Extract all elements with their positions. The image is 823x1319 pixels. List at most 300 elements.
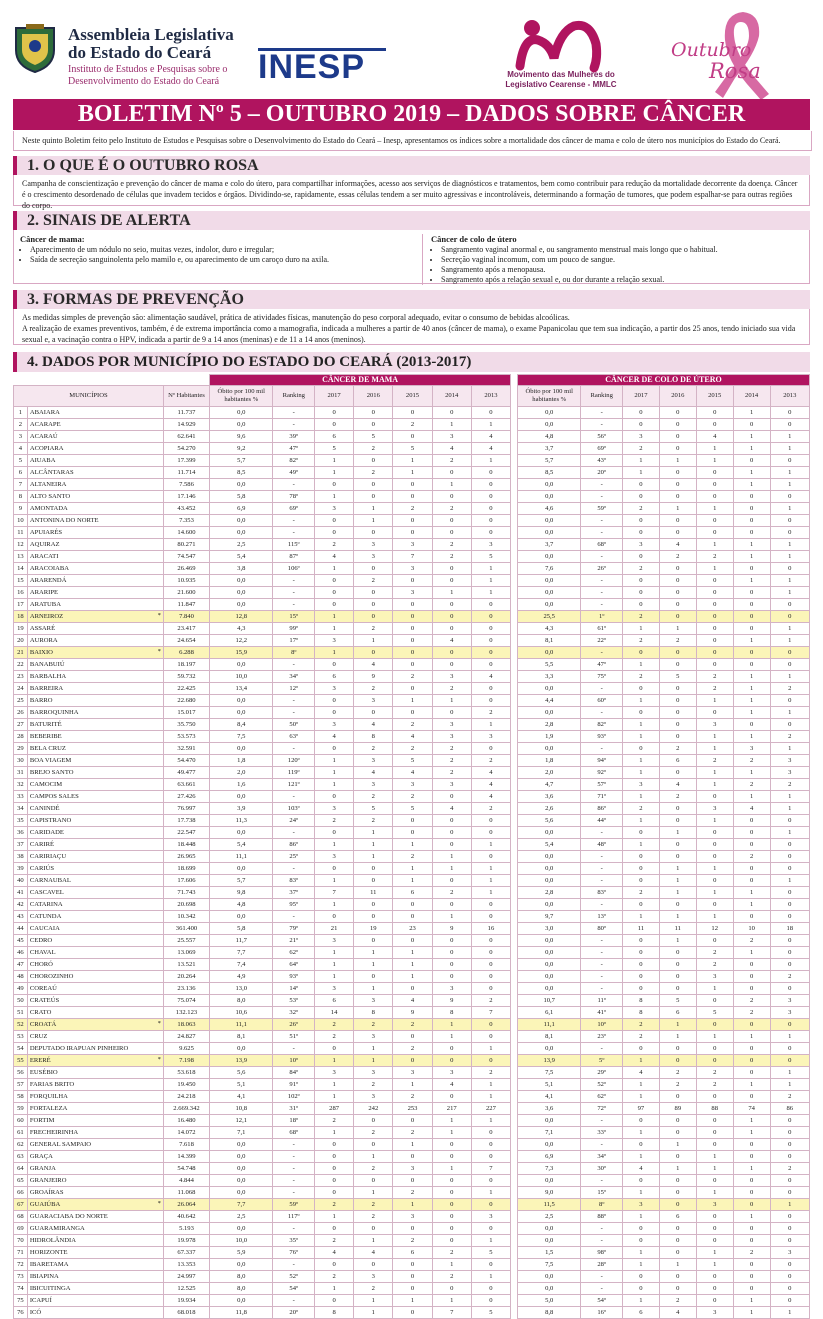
group-mama-header: CÂNCER DE MAMA — [210, 375, 511, 386]
municipality-label: FORTALEZA — [29, 1104, 68, 1112]
obito-colo-cell: 5,7 — [518, 455, 581, 467]
colo-year-cell: 0 — [733, 911, 770, 923]
colo-year-cell: 0 — [696, 839, 733, 851]
colo-year-cell: 5 — [696, 1007, 733, 1019]
obito-colo-cell: 0,0 — [518, 935, 581, 947]
table-row — [14, 1151, 810, 1163]
municipality-name — [27, 983, 163, 995]
obito-colo-cell: 0,0 — [518, 419, 581, 431]
colo-year-cell: 0 — [622, 479, 659, 491]
section-1-body: Campanha de conscientização e prevenção do câncer de mama e colo do útero, para compartilhar informações, acesso aos serviços de diagnósticos e tratamentos, bem como contribuir para redução da mortalidade decorrente da doença. Câncer é o crescimento desordenado de células que invadem tecidos e órgãos. Dividindo-se, rapidamente, essas células tendem a ser muito agressivas e incontroláveis, determinando a formação de tumores, que podem espalhar-se para outras regiões do corpo. — [13, 175, 810, 206]
habitantes-cell: 62.641 — [163, 431, 209, 443]
mama-year-cell: 1 — [354, 1235, 393, 1247]
mama-year-cell: 0 — [393, 575, 432, 587]
mama-year-cell: 2 — [471, 1067, 510, 1079]
ranking-mama-cell: - — [273, 575, 315, 587]
mama-year-cell: 2 — [393, 1127, 432, 1139]
obito-colo-cell: 0,0 — [518, 947, 581, 959]
mama-year-cell: 0 — [432, 515, 471, 527]
mama-year-cell: 4 — [354, 659, 393, 671]
row-index: 22 — [14, 659, 28, 671]
obito-colo-cell: 4,1 — [518, 1091, 581, 1103]
mama-year-cell: 6 — [315, 431, 354, 443]
colo-year-cell: 1 — [622, 815, 659, 827]
ranking-mama-cell: 12º — [273, 683, 315, 695]
ranking-colo-cell: 72º — [581, 1103, 623, 1115]
obito-mama-cell: 2,5 — [210, 539, 273, 551]
obito-colo-cell: 0,0 — [518, 863, 581, 875]
mama-year-cell: 1 — [315, 839, 354, 851]
colo-year-cell: 1 — [770, 803, 809, 815]
municipality-label: ARACATI — [29, 552, 59, 560]
obito-colo-cell: 2,0 — [518, 767, 581, 779]
column-gap — [511, 911, 518, 923]
colo-year-cell: 1 — [770, 551, 809, 563]
mama-year-cell: 0 — [471, 407, 510, 419]
ranking-colo-cell: - — [581, 743, 623, 755]
obito-colo-cell: 0,0 — [518, 1223, 581, 1235]
obito-mama-cell: 10,6 — [210, 1007, 273, 1019]
colo-year-cell: 1 — [659, 455, 696, 467]
obito-mama-cell: 12,2 — [210, 635, 273, 647]
municipality-table — [13, 374, 810, 1319]
mama-year-cell: 5 — [471, 1247, 510, 1259]
colo-year-cell: 1 — [733, 887, 770, 899]
obito-mama-cell: 1,6 — [210, 779, 273, 791]
mama-year-cell: 1 — [315, 611, 354, 623]
mama-year-cell: 0 — [354, 491, 393, 503]
row-index: 59 — [14, 1103, 28, 1115]
municipality-name — [27, 995, 163, 1007]
mama-year-cell: 0 — [471, 659, 510, 671]
municipality-label: BAIXIO — [29, 648, 53, 656]
ranking-colo-cell: 92º — [581, 767, 623, 779]
colo-year-cell: 1 — [622, 695, 659, 707]
row-index: 14 — [14, 563, 28, 575]
colo-year-cell: 0 — [696, 659, 733, 671]
colo-year-cell: 0 — [659, 611, 696, 623]
ranking-mama-cell: 78º — [273, 491, 315, 503]
obito-mama-cell: 11,7 — [210, 935, 273, 947]
colo-year-cell: 6 — [622, 1307, 659, 1319]
mama-year-cell: 1 — [354, 1151, 393, 1163]
colo-year-cell: 2 — [659, 1067, 696, 1079]
col-year: 2016 — [659, 386, 696, 407]
mama-year-cell: 4 — [354, 767, 393, 779]
mama-year-cell: 0 — [432, 707, 471, 719]
ranking-colo-cell: 29º — [581, 1067, 623, 1079]
mama-year-cell: 2 — [354, 683, 393, 695]
mama-year-cell: 1 — [471, 587, 510, 599]
habitantes-cell: 76.997 — [163, 803, 209, 815]
table-row — [14, 851, 810, 863]
column-gap — [511, 623, 518, 635]
mama-year-cell: 1 — [354, 959, 393, 971]
colo-year-cell: 5 — [659, 671, 696, 683]
colo-year-cell: 1 — [733, 1031, 770, 1043]
colo-year-cell: 1 — [696, 1031, 733, 1043]
row-index: 68 — [14, 1211, 28, 1223]
ranking-mama-cell: - — [273, 419, 315, 431]
colo-year-cell: 1 — [622, 731, 659, 743]
ranking-colo-cell: - — [581, 875, 623, 887]
habitantes-cell: 22.425 — [163, 683, 209, 695]
ranking-mama-cell: 32º — [273, 1007, 315, 1019]
mama-year-cell: 2 — [393, 1091, 432, 1103]
colo-year-cell: 4 — [659, 1307, 696, 1319]
mama-year-cell: 4 — [354, 1247, 393, 1259]
ranking-colo-cell: 48º — [581, 839, 623, 851]
colo-year-cell: 1 — [659, 935, 696, 947]
mama-year-cell: 0 — [393, 491, 432, 503]
mama-year-cell: 0 — [315, 527, 354, 539]
mama-year-cell: 0 — [354, 563, 393, 575]
ranking-colo-cell: 54º — [581, 1295, 623, 1307]
colo-year-cell: 1 — [622, 767, 659, 779]
table-row — [14, 443, 810, 455]
mama-year-cell: 0 — [393, 1283, 432, 1295]
col-year: 2013 — [770, 386, 809, 407]
colo-year-cell: 0 — [770, 1139, 809, 1151]
mama-year-cell: 1 — [471, 1235, 510, 1247]
colo-year-cell: 0 — [622, 683, 659, 695]
municipality-name — [27, 503, 163, 515]
col-year: 2014 — [432, 386, 471, 407]
mama-year-cell: 0 — [315, 1259, 354, 1271]
mmlc-name: Movimento das Mulheres do Legislativo Cearense - MMLC — [505, 70, 617, 89]
table-row — [14, 947, 810, 959]
mama-year-cell: 4 — [432, 635, 471, 647]
colo-year-cell: 0 — [659, 1187, 696, 1199]
row-index: 45 — [14, 935, 28, 947]
mama-year-cell: 4 — [432, 803, 471, 815]
ranking-mama-cell: 84º — [273, 1067, 315, 1079]
municipality-label: GUARACIABA DO NORTE — [29, 1212, 108, 1220]
colo-year-cell: 1 — [696, 911, 733, 923]
colo-year-cell: 1 — [696, 1259, 733, 1271]
row-index: 10 — [14, 515, 28, 527]
row-index: 72 — [14, 1259, 28, 1271]
colo-year-cell: 1 — [770, 1307, 809, 1319]
obito-colo-cell: 0,0 — [518, 983, 581, 995]
colo-year-cell: 0 — [659, 1091, 696, 1103]
column-gap — [511, 1259, 518, 1271]
ranking-mama-cell: 8º — [273, 647, 315, 659]
ranking-mama-cell: 99º — [273, 623, 315, 635]
ranking-colo-cell: - — [581, 851, 623, 863]
row-index: 33 — [14, 791, 28, 803]
colo-year-cell: 1 — [733, 407, 770, 419]
ranking-colo-cell: - — [581, 683, 623, 695]
obito-mama-cell: 13,4 — [210, 683, 273, 695]
municipality-label: CROATÁ — [29, 1020, 57, 1028]
mama-year-cell: 5 — [315, 443, 354, 455]
mama-year-cell: 1 — [432, 587, 471, 599]
table-row — [14, 1247, 810, 1259]
ranking-colo-cell: 69º — [581, 443, 623, 455]
municipality-label: HIDROLÂNDIA — [29, 1236, 76, 1244]
table-row — [14, 491, 810, 503]
colo-year-cell: 18 — [770, 923, 809, 935]
mama-year-cell: 1 — [432, 1115, 471, 1127]
colo-year-cell: 0 — [770, 563, 809, 575]
column-gap — [511, 467, 518, 479]
colo-year-cell: 0 — [770, 815, 809, 827]
colo-year-cell: 1 — [659, 1139, 696, 1151]
ranking-mama-cell: - — [273, 1175, 315, 1187]
section-2-header — [13, 211, 810, 230]
mama-year-cell: 1 — [315, 623, 354, 635]
colo-year-cell: 2 — [733, 995, 770, 1007]
colo-year-cell: 0 — [733, 599, 770, 611]
mama-year-cell: 3 — [432, 731, 471, 743]
obito-colo-cell: 8,1 — [518, 635, 581, 647]
table-row — [14, 455, 810, 467]
row-index: 34 — [14, 803, 28, 815]
table-row — [14, 419, 810, 431]
mama-year-cell: 0 — [393, 1259, 432, 1271]
ranking-colo-cell: - — [581, 407, 623, 419]
mama-year-cell: 1 — [315, 491, 354, 503]
mama-year-cell: 0 — [471, 815, 510, 827]
obito-colo-cell: 7,6 — [518, 563, 581, 575]
outubro-rosa-ribbon-icon — [665, 8, 785, 100]
ranking-mama-cell: 87º — [273, 551, 315, 563]
colo-year-cell: 1 — [622, 455, 659, 467]
mama-year-cell: 3 — [315, 683, 354, 695]
mama-year-cell: 0 — [354, 587, 393, 599]
municipality-name — [27, 935, 163, 947]
prevention-text-2: A realização de exames preventivos, também, é de extrema importância como a mamografia, indicada a mulheres a partir de 40 anos (câncer de mama), o exame Papanicolau que tem sua indicação, a partir dos 25 anos, tendo iniciado sua vida sexual e, a vacinação contra o HPV, indicada a partir de 9 a 14 anos (meninas) e de 11 a 14 anos (meninos). — [22, 324, 796, 344]
ranking-colo-cell: 41º — [581, 1007, 623, 1019]
mama-year-cell: 1 — [315, 1079, 354, 1091]
mama-year-cell: 0 — [354, 899, 393, 911]
municipality-name — [27, 1199, 163, 1211]
mama-year-cell: 8 — [354, 1007, 393, 1019]
table-row — [14, 815, 810, 827]
colo-year-cell: 1 — [696, 1187, 733, 1199]
row-index: 18 — [14, 611, 28, 623]
obito-colo-cell: 4,6 — [518, 503, 581, 515]
obito-colo-cell: 0,0 — [518, 1139, 581, 1151]
row-index: 39 — [14, 863, 28, 875]
row-index: 66 — [14, 1187, 28, 1199]
ranking-mama-cell: 37º — [273, 887, 315, 899]
row-index: 3 — [14, 431, 28, 443]
mama-year-cell: 0 — [471, 899, 510, 911]
habitantes-cell: 11.847 — [163, 599, 209, 611]
colo-year-cell: 0 — [659, 419, 696, 431]
obito-colo-cell: 0,0 — [518, 971, 581, 983]
ranking-mama-cell: 18º — [273, 1115, 315, 1127]
ranking-mama-cell: 25º — [273, 851, 315, 863]
colo-year-cell: 1 — [696, 815, 733, 827]
habitantes-cell: 17.399 — [163, 455, 209, 467]
obito-mama-cell: 0,0 — [210, 911, 273, 923]
colo-year-cell: 1 — [696, 1151, 733, 1163]
table-row — [14, 755, 810, 767]
ranking-mama-cell: - — [273, 743, 315, 755]
mama-year-cell: 7 — [432, 1307, 471, 1319]
colo-year-cell: 1 — [733, 479, 770, 491]
column-gap — [511, 1223, 518, 1235]
ranking-mama-cell: 53º — [273, 995, 315, 1007]
ranking-colo-cell: 94º — [581, 755, 623, 767]
habitantes-cell: 49.477 — [163, 767, 209, 779]
mama-year-cell: 1 — [315, 455, 354, 467]
obito-mama-cell: 0,0 — [210, 1259, 273, 1271]
row-index: 71 — [14, 1247, 28, 1259]
ranking-mama-cell: 63º — [273, 731, 315, 743]
ranking-colo-cell: - — [581, 827, 623, 839]
habitantes-cell: 9.625 — [163, 1043, 209, 1055]
ranking-mama-cell: 52º — [273, 1271, 315, 1283]
habitantes-cell: 21.600 — [163, 587, 209, 599]
colo-year-cell: 6 — [659, 1007, 696, 1019]
habitantes-cell: 17.606 — [163, 875, 209, 887]
habitantes-cell: 11.068 — [163, 1187, 209, 1199]
mama-year-cell: 1 — [471, 839, 510, 851]
colo-year-cell: 2 — [696, 755, 733, 767]
colo-year-cell: 1 — [733, 431, 770, 443]
colo-year-cell: 1 — [696, 863, 733, 875]
colo-year-cell: 1 — [659, 875, 696, 887]
mama-year-cell: 0 — [315, 575, 354, 587]
mama-year-cell: 1 — [315, 1055, 354, 1067]
colo-year-cell: 0 — [733, 983, 770, 995]
colo-year-cell: 1 — [733, 791, 770, 803]
habitantes-cell: 80.271 — [163, 539, 209, 551]
obito-mama-cell: 0,0 — [210, 863, 273, 875]
obito-colo-cell: 0,0 — [518, 587, 581, 599]
colo-year-cell: 0 — [696, 611, 733, 623]
column-gap — [511, 935, 518, 947]
mama-year-cell: 1 — [432, 851, 471, 863]
habitantes-cell: 24.218 — [163, 1091, 209, 1103]
municipality-label: IBARETAMA — [29, 1260, 69, 1268]
table-row — [14, 1199, 810, 1211]
mama-year-cell: 5 — [393, 443, 432, 455]
colo-year-cell: 0 — [733, 455, 770, 467]
table-row — [14, 1163, 810, 1175]
municipality-label: GROAÍRAS — [29, 1188, 64, 1196]
obito-colo-cell: 7,5 — [518, 1259, 581, 1271]
obito-colo-cell: 4,4 — [518, 695, 581, 707]
row-index: 23 — [14, 671, 28, 683]
mama-year-cell: 16 — [471, 923, 510, 935]
colo-year-cell: 0 — [696, 1295, 733, 1307]
colo-year-cell: 5 — [659, 995, 696, 1007]
habitantes-cell: 16.480 — [163, 1115, 209, 1127]
mama-year-cell: 0 — [315, 587, 354, 599]
colo-year-cell: 0 — [733, 527, 770, 539]
colo-year-cell: 0 — [770, 611, 809, 623]
obito-mama-cell: 5,7 — [210, 455, 273, 467]
colo-year-cell: 0 — [770, 863, 809, 875]
municipality-name — [27, 515, 163, 527]
row-index: 11 — [14, 527, 28, 539]
mama-year-cell: 0 — [432, 467, 471, 479]
colo-year-cell: 0 — [622, 551, 659, 563]
mama-year-cell: 2 — [393, 671, 432, 683]
ranking-mama-cell: 31º — [273, 1103, 315, 1115]
habitantes-cell: 7.586 — [163, 479, 209, 491]
municipality-name — [27, 1187, 163, 1199]
municipality-name — [27, 707, 163, 719]
mama-year-cell: 1 — [354, 1307, 393, 1319]
section-2-body — [13, 230, 810, 284]
colo-year-cell: 0 — [733, 1175, 770, 1187]
habitantes-cell: 19.934 — [163, 1295, 209, 1307]
obito-mama-cell: 5,4 — [210, 839, 273, 851]
mama-year-cell: 0 — [471, 527, 510, 539]
row-index: 56 — [14, 1067, 28, 1079]
habitantes-cell: 63.661 — [163, 779, 209, 791]
column-gap — [511, 779, 518, 791]
col-obito-colo: Óbito por 100 mil habitantes % — [518, 386, 581, 407]
obito-mama-cell: 10,0 — [210, 1235, 273, 1247]
habitantes-cell: 4.844 — [163, 1175, 209, 1187]
colo-year-cell: 0 — [770, 659, 809, 671]
obito-mama-cell: 0,0 — [210, 527, 273, 539]
habitantes-cell: 19.450 — [163, 1079, 209, 1091]
row-index: 70 — [14, 1235, 28, 1247]
municipality-label: BREJO SANTO — [29, 768, 74, 776]
colo-year-cell: 1 — [770, 503, 809, 515]
mama-year-cell: 9 — [354, 671, 393, 683]
municipality-name — [27, 971, 163, 983]
mama-year-cell: 1 — [393, 839, 432, 851]
obito-colo-cell: 0,0 — [518, 899, 581, 911]
habitantes-cell: 53.618 — [163, 1067, 209, 1079]
mama-year-cell: 2 — [354, 1211, 393, 1223]
row-index: 42 — [14, 899, 28, 911]
colo-year-cell: 0 — [733, 611, 770, 623]
municipality-label: ALTO SANTO — [29, 492, 71, 500]
colo-year-cell: 0 — [659, 839, 696, 851]
colo-year-cell: 1 — [696, 1247, 733, 1259]
mama-year-cell: 14 — [315, 1007, 354, 1019]
ranking-mama-cell: 50º — [273, 719, 315, 731]
obito-mama-cell: 8,1 — [210, 1031, 273, 1043]
colo-year-cell: 1 — [659, 827, 696, 839]
colo-year-cell: 0 — [696, 1211, 733, 1223]
ranking-mama-cell: - — [273, 791, 315, 803]
mama-year-cell: 0 — [471, 491, 510, 503]
table-row — [14, 695, 810, 707]
colo-year-cell: 2 — [622, 1019, 659, 1031]
ranking-colo-cell: - — [581, 947, 623, 959]
ranking-colo-cell: 88º — [581, 1211, 623, 1223]
mama-year-cell: 0 — [471, 623, 510, 635]
habitantes-cell: 43.452 — [163, 503, 209, 515]
mama-year-cell: 0 — [471, 743, 510, 755]
colo-year-cell: 1 — [770, 1067, 809, 1079]
municipality-label: APUIARÉS — [29, 528, 63, 536]
obito-colo-cell: 0,0 — [518, 875, 581, 887]
habitantes-cell: 361.400 — [163, 923, 209, 935]
obito-mama-cell: 4,3 — [210, 623, 273, 635]
mama-year-cell: 6 — [315, 995, 354, 1007]
table-row — [14, 1067, 810, 1079]
colo-year-cell: 12 — [696, 923, 733, 935]
mama-year-cell: 0 — [393, 431, 432, 443]
colo-year-cell: 0 — [659, 1247, 696, 1259]
obito-colo-cell: 2,8 — [518, 887, 581, 899]
mama-year-cell: 0 — [393, 599, 432, 611]
obito-colo-cell: 0,0 — [518, 1175, 581, 1187]
municipality-label: CATARINA — [29, 900, 63, 908]
